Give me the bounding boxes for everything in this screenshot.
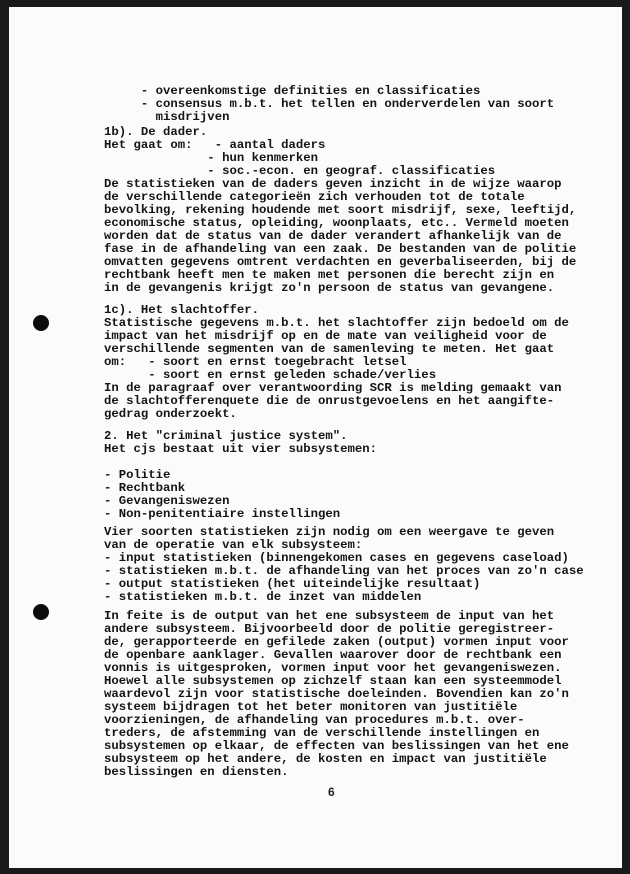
text-line: gedrag onderzoekt. (104, 407, 237, 421)
text-line: rechtbank heeft men te maken met personen die berecht zijn en (104, 268, 555, 282)
text-line: andere subsysteem. Bijvoorbeeld door de politie geregistreer- (104, 622, 555, 636)
statistics-types-list (104, 526, 604, 604)
page-number: 6 (328, 785, 335, 799)
text-line: - Rechtbank (104, 481, 186, 495)
text-line: De statistieken van de daders geven inzicht in de wijze waarop (104, 177, 562, 191)
text-line: - overeenkomstige definities en classificaties (104, 84, 481, 98)
text-line: om: - soort en ernst toegebracht letsel (104, 355, 407, 369)
text-line: treders, de afstemming van de verschillende instellingen en (104, 726, 540, 740)
text-line: Het gaat om: - aantal daders (104, 138, 326, 152)
text-line: de openbare aanklager. Gevallen waarover door de rechtbank een (104, 648, 562, 662)
text-line: misdrijven (104, 110, 230, 124)
text-line: - Non-penitentiaire instellingen (104, 507, 341, 521)
text-line: - consensus m.b.t. het tellen en onderverdelen van soort (104, 97, 555, 111)
text-line: de verschillende categorieën zich verhouden tot de totale (104, 190, 525, 204)
text-line: - hun kenmerken (104, 151, 319, 165)
text-line: impact van het misdrijf op en de mate van veiligheid voor de (104, 329, 547, 343)
text-line: - soort en ernst geleden schade/verlies (104, 368, 437, 382)
text-line: - soc.-econ. en geograf. classificaties (104, 164, 496, 178)
text-line: 2. Het "criminal justice system". (104, 429, 348, 443)
text-line: In de paragraaf over verantwoording SCR is melding gemaakt van (104, 381, 562, 395)
text-line: systeem bijdragen tot het beter monitoren van justitiële (104, 700, 518, 714)
text-line: Hoewel alle subsystemen op zichzelf staan kan een systeemmodel (104, 674, 562, 688)
text-line: - Gevangeniswezen (104, 494, 230, 508)
text-line: - statistieken m.b.t. de inzet van middelen (104, 590, 422, 604)
punch-hole (33, 604, 49, 620)
text-line: - output statistieken (het uiteindelijke resultaat) (104, 577, 481, 591)
punch-hole (33, 315, 49, 331)
text-line: beslissingen en diensten. (104, 765, 289, 779)
text-line: vonnis is uitgesproken, vormen input voor het gevangeniswezen. (104, 661, 562, 675)
text-line: waardevol zijn voor statistische doeleinden. Bovendien kan zo'n (104, 687, 569, 701)
text-line: van de operatie van elk subsysteem: (104, 538, 363, 552)
text-line: economische status, opleiding, woonplaats, etc.. Vermeld moeten (104, 216, 569, 230)
text-line: fase in de afhandeling van een zaak. De bestanden van de politie (104, 242, 577, 256)
text-line: - Politie (104, 468, 171, 482)
text-line: 1c). Het slachtoffer. (104, 303, 259, 317)
text-line: in de gevangenis krijgt zo'n persoon de status van gevangene. (104, 281, 555, 295)
text-line: de slachtofferenquete die de onrustgevoelens en het aangifte- (104, 394, 555, 408)
text-line: 1b). De dader. (104, 125, 208, 139)
text-line: omvatten gegevens omtrent verdachten en geverbaliseerden, bij de (104, 255, 577, 269)
section-2-criminal-justice-system (104, 430, 604, 521)
text-line: de, gerapporteerde en gefilede zaken (output) vormen input voor (104, 635, 569, 649)
text-line: verschillende segmenten van de samenleving te meten. Het gaat (104, 342, 555, 356)
text-line: Vier soorten statistieken zijn nodig om een weergave te geven (104, 525, 555, 539)
text-line: - input statistieken (binnengekomen cases en gegevens caseload) (104, 551, 569, 565)
text-line: Het cjs bestaat uit vier subsystemen: (104, 442, 378, 456)
text-line: bevolking, rekening houdende met soort misdrijf, sexe, leeftijd, (104, 203, 577, 217)
text-line: - statistieken m.b.t. de afhandeling van het proces van zo'n case (104, 564, 584, 578)
text-line: voorzieningen, de afhandeling van procedures m.b.t. over- (104, 713, 525, 727)
text-line: In feite is de output van het ene subsysteem de input van het (104, 609, 555, 623)
text-line (104, 456, 604, 469)
system-model-paragraph (104, 610, 604, 779)
section-1c-slachtoffer (104, 304, 604, 421)
section-1b-dader (104, 126, 604, 295)
text-line: Statistische gegevens m.b.t. het slachtoffer zijn bedoeld om de (104, 316, 569, 330)
text-line: worden dat de status van de dader verandert afhankelijk van de (104, 229, 562, 243)
text-line: subsysteem op het andere, de kosten en impact van justitiële (104, 752, 547, 766)
criteria-list (104, 85, 604, 124)
text-line: subsystemen op elkaar, de effecten van beslissingen van het ene (104, 739, 569, 753)
